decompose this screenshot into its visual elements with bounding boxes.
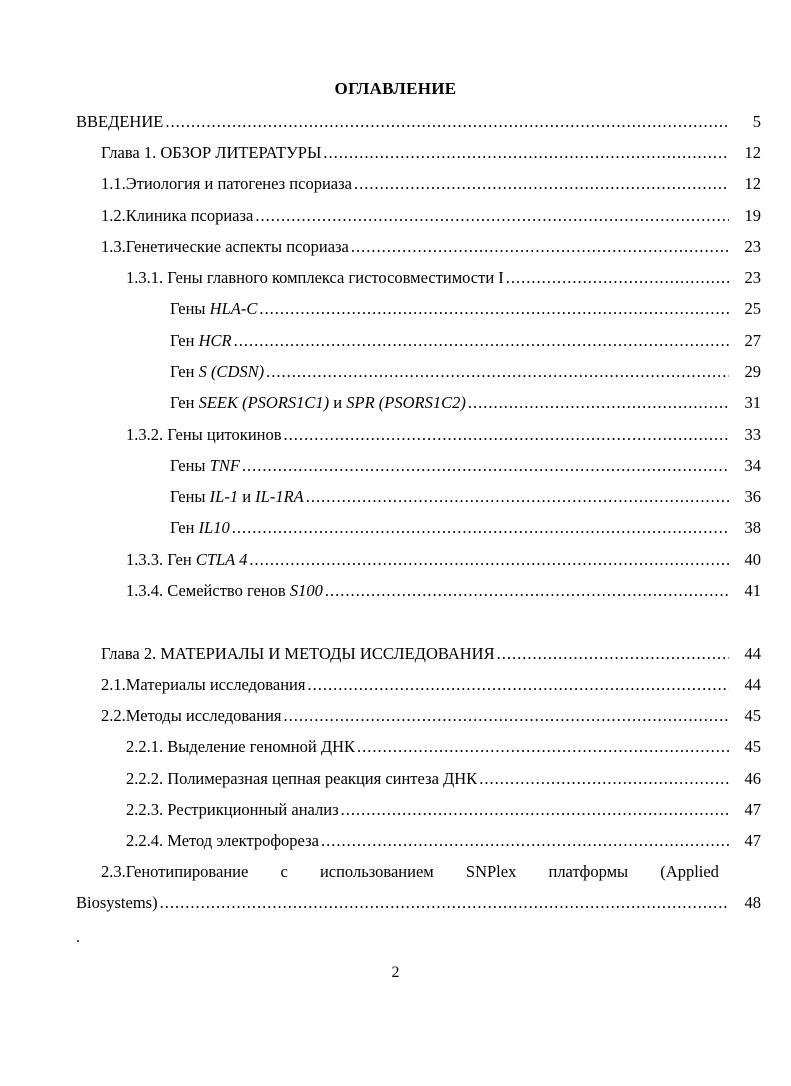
toc-entry[interactable] (101, 172, 761, 196)
toc-entry[interactable] (170, 360, 761, 384)
toc-entry-label: 2.2.4. Метод электрофореза (126, 831, 319, 850)
toc-entry-page: 41 (744, 581, 761, 600)
leader-dots (354, 172, 729, 196)
leader-dots (479, 767, 729, 791)
leader-dots (232, 516, 729, 540)
toc-entry[interactable] (170, 485, 761, 509)
toc-entry[interactable] (101, 141, 761, 165)
toc-entry-label: 2.2.1. Выделение геномной ДНК (126, 737, 356, 756)
toc-entry-label: Biosystems) (76, 893, 158, 912)
toc-entry[interactable] (170, 454, 761, 478)
toc-entry-label: 1.3.Генетические аспекты псориаза (101, 237, 349, 256)
toc-word: с (280, 862, 288, 881)
toc-entry-page: 40 (744, 550, 761, 569)
leader-dots (306, 485, 729, 509)
toc-entry-label: 1.3.2. Гены цитокинов (126, 425, 282, 444)
toc-entry-label: Ген S (CDSN) (170, 362, 265, 381)
leader-dots (160, 891, 729, 915)
leader-dots (351, 235, 729, 259)
toc-word: платформы (548, 862, 629, 881)
page-number: 2 (391, 964, 400, 981)
toc-entry[interactable] (126, 548, 761, 572)
toc-entry[interactable] (101, 704, 761, 728)
toc-entry-page: 46 (744, 769, 761, 788)
toc-entry-page: 25 (744, 299, 761, 318)
toc-entry-label: 2.2.2. Полимеразная цепная реакция синтеза ДНК (126, 769, 478, 788)
toc-entry-label: 2.1.Материалы исследования (101, 675, 306, 694)
leader-dots (506, 266, 729, 290)
toc-entry[interactable] (126, 798, 761, 822)
toc-entry-page: 34 (744, 456, 761, 475)
toc-entry-page: 45 (744, 737, 761, 756)
toc-entry[interactable] (101, 235, 761, 259)
toc-entry[interactable] (126, 829, 761, 853)
leader-dots (357, 735, 729, 759)
toc-entry-label: 1.1.Этиология и патогенез псориаза (101, 174, 352, 193)
leader-dots (325, 579, 729, 603)
toc-entry-page: 44 (744, 675, 761, 694)
toc-entry-page: 12 (744, 143, 761, 162)
leader-dots (234, 329, 729, 353)
leader-dots (307, 673, 729, 697)
toc-word: 2.3.Генотипирование (101, 862, 249, 881)
toc-entry-page: 23 (744, 237, 761, 256)
toc-entry[interactable] (101, 642, 761, 666)
toc-entry-label: 2.2.Методы исследования (101, 706, 282, 725)
leader-dots (468, 391, 729, 415)
toc-word: (Applied (660, 862, 719, 881)
leader-dots (341, 798, 729, 822)
toc-entry-page: 27 (744, 331, 761, 350)
toc-entry-page: 36 (744, 487, 761, 506)
toc-entry[interactable] (101, 673, 761, 697)
toc-entry-page: 5 (752, 112, 761, 131)
leader-dots (323, 141, 729, 165)
leader-dots (249, 548, 729, 572)
toc-entry-label: Ген IL10 (170, 518, 230, 537)
toc-entry-label: Гены IL-1 и IL-1RA (170, 487, 304, 506)
toc-entry[interactable] (170, 297, 761, 321)
toc-word: SNPlex (465, 862, 517, 881)
leader-dots (259, 297, 729, 321)
toc-entry[interactable] (126, 423, 761, 447)
toc-entry-multiline-first-line[interactable] (101, 860, 719, 884)
toc-entry[interactable] (101, 204, 761, 228)
leader-dots (321, 829, 729, 853)
toc-entry-label: Гены HLA-C (170, 299, 258, 318)
leader-dots (242, 454, 729, 478)
toc-entry[interactable] (76, 891, 761, 915)
toc-entry[interactable] (126, 266, 761, 290)
stray-mark: . (76, 929, 80, 946)
leader-dots (497, 642, 729, 666)
toc-entry-page: 44 (744, 644, 761, 663)
toc-entry-label: 1.2.Клиника псориаза (101, 206, 254, 225)
toc-entry-page: 38 (744, 518, 761, 537)
toc-entry-label: 2.2.3. Рестрикционный анализ (126, 800, 339, 819)
toc-entry-label: Глава 2. МАТЕРИАЛЫ И МЕТОДЫ ИССЛЕДОВАНИЯ (101, 644, 495, 663)
toc-entry-page: 19 (744, 206, 761, 225)
toc-entry-page: 47 (744, 800, 761, 819)
toc-entry-label: Глава 1. ОБЗОР ЛИТЕРАТУРЫ (101, 143, 322, 162)
leader-dots (165, 110, 729, 134)
toc-entry[interactable] (126, 735, 761, 759)
toc-entry-page: 12 (744, 174, 761, 193)
toc-entry[interactable] (126, 579, 761, 603)
toc-entry-label: Гены TNF (170, 456, 240, 475)
leader-dots (284, 704, 729, 728)
toc-entry[interactable] (170, 391, 761, 415)
toc-entry-page: 45 (744, 706, 761, 725)
toc-entry-page: 31 (744, 393, 761, 412)
page-title: ОГЛАВЛЕНИЕ (334, 79, 457, 98)
toc-entry-label: Ген HCR (170, 331, 232, 350)
leader-dots (284, 423, 729, 447)
toc-entry-page: 29 (744, 362, 761, 381)
leader-dots (255, 204, 729, 228)
toc-word: использованием (319, 862, 434, 881)
toc-entry-label: Ген SEEK (PSORS1C1) и SPR (PSORS1C2) (170, 393, 466, 412)
toc-entry[interactable] (170, 516, 761, 540)
toc-entry-label: 1.3.1. Гены главного комплекса гистосовместимости I (126, 268, 504, 287)
toc-entry-page: 47 (744, 831, 761, 850)
toc-entry-page: 33 (744, 425, 761, 444)
leader-dots (266, 360, 729, 384)
toc-entry-label: 1.3.3. Ген CTLA 4 (126, 550, 248, 569)
toc-entry-page: 23 (744, 268, 761, 287)
toc-entry[interactable] (76, 110, 761, 134)
toc-entry-label: ВВЕДЕНИЕ (76, 112, 164, 131)
toc-entry-page: 48 (744, 893, 761, 912)
toc-entry[interactable] (170, 329, 761, 353)
toc-entry-label: 1.3.4. Семейство генов S100 (126, 581, 323, 600)
toc-entry[interactable] (126, 767, 761, 791)
